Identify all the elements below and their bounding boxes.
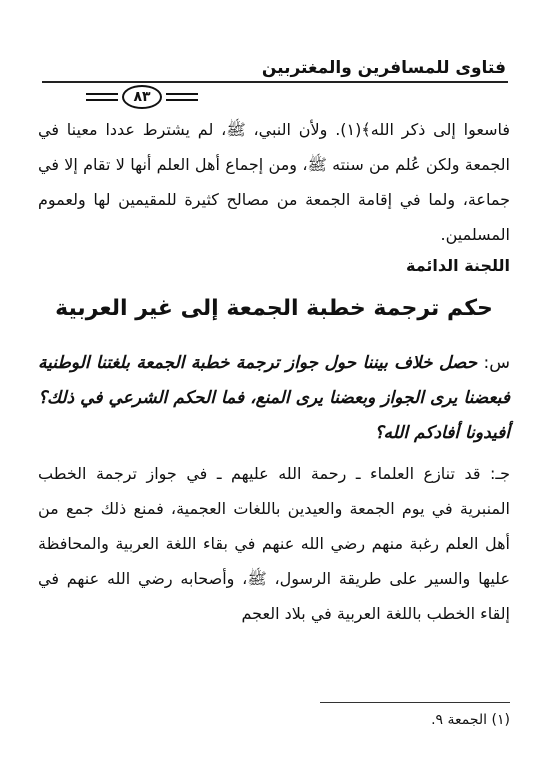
section-heading: حكم ترجمة خطبة الجمعة إلى غير العربية [55, 296, 493, 321]
ornament-double-line-left [86, 93, 118, 101]
question-marker: س: [483, 353, 510, 373]
body-paragraph-1: فاسعوا إلى ذكر الله﴾(١). ولأن النبي، ﷺ، لم يشترط عددا معينا في الجمعة ولكن عُلم من سنته ﷺ، ومن إجماع أهل العلم أنها لا تقام إلا في جماعة، ولما في إقامة الجمعة من مصالح كثيرة للمقيمين لها ولعموم المسلمين. [38, 120, 511, 244]
question-text: حصل خلاف بيننا حول جواز ترجمة خطبة الجمعة بلغتنا الوطنية فبعضنا يرى الجواز وبعضنا يرى المنع، فما الحكم الشرعي في ذلك؟ أفيدونا أفادكم الله؟ [38, 353, 510, 443]
answer-marker: جـ: [490, 464, 510, 483]
page-number: ٨٣ [122, 85, 162, 109]
answer-text: قد تنازع العلماء ـ رحمة الله عليهم ـ في جواز ترجمة الخطب المنبرية في يوم الجمعة والعيدين باللغات العجمية، فمنع ذلك جمع من أهل العلم رغبة منهم رضي الله عنهم في بقاء اللغة العربية والمحافظة عليها والسير على طريقة الرسول، ﷺ، وأصحابه رضي الله عنهم في إلقاء الخطب باللغة العربية في بلاد العجم [38, 464, 510, 623]
ornament-double-line-right [166, 93, 198, 101]
running-title: فتاوى للمسافرين والمغتربين [261, 58, 506, 78]
question-paragraph [38, 346, 510, 451]
footnote-rule [320, 702, 510, 703]
page-number-ornament [86, 83, 198, 111]
answer-paragraph [38, 456, 510, 631]
committee-signature: اللجنة الدائمة [405, 256, 510, 275]
footnote: (١) الجمعة ٩. [431, 712, 510, 728]
